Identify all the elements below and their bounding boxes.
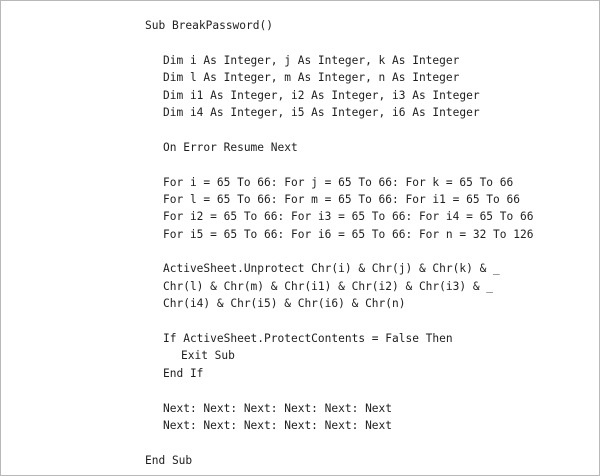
unprotect-line-3: Chr(i4) & Chr(i5) & Chr(i6) & Chr(n) bbox=[163, 297, 406, 311]
on-error-line: On Error Resume Next bbox=[163, 140, 298, 154]
exit-sub-line: Exit Sub bbox=[181, 349, 235, 363]
if-condition-line: If ActiveSheet.ProtectContents = False Then bbox=[163, 332, 453, 346]
blank-line bbox=[145, 243, 533, 260]
dim-line-2: Dim l As Integer, m As Integer, n As Integer bbox=[163, 71, 460, 85]
end-if-line: End If bbox=[163, 366, 204, 380]
unprotect-line-2: Chr(l) & Chr(m) & Chr(i1) & Chr(i2) & Chr(i3) & _ bbox=[163, 279, 494, 293]
sub-declaration-line: Sub BreakPassword() bbox=[145, 19, 273, 32]
for-loop-line-1: For i = 65 To 66: For j = 65 To 66: For k = 65 To 66 bbox=[163, 175, 514, 189]
for-loop-line-2: For l = 65 To 66: For m = 65 To 66: For i1 = 65 To 66 bbox=[163, 192, 520, 206]
dim-line-3: Dim i1 As Integer, i2 As Integer, i3 As Integer bbox=[163, 88, 480, 102]
blank-line bbox=[145, 34, 533, 51]
end-sub-line: End Sub bbox=[145, 453, 193, 467]
for-loop-line-4: For i5 = 65 To 66: For i6 = 65 To 66: For n = 32 To 126 bbox=[163, 227, 534, 241]
dim-line-1: Dim i As Integer, j As Integer, k As Integer bbox=[163, 53, 460, 67]
next-line-2: Next: Next: Next: Next: Next: Next bbox=[163, 418, 393, 432]
next-line-1: Next: Next: Next: Next: Next: Next bbox=[163, 401, 393, 415]
blank-line bbox=[145, 382, 533, 399]
for-loop-line-3: For i2 = 65 To 66: For i3 = 65 To 66: For i4 = 65 To 66 bbox=[163, 210, 534, 224]
blank-line bbox=[145, 313, 533, 330]
blank-line bbox=[145, 434, 533, 451]
unprotect-line-1: ActiveSheet.Unprotect Chr(i) & Chr(j) & Chr(k) & _ bbox=[163, 262, 500, 276]
dim-line-4: Dim i4 As Integer, i5 As Integer, i6 As Integer bbox=[163, 105, 480, 119]
vba-code-block bbox=[145, 17, 533, 469]
blank-line bbox=[145, 156, 533, 173]
blank-line bbox=[145, 121, 533, 138]
